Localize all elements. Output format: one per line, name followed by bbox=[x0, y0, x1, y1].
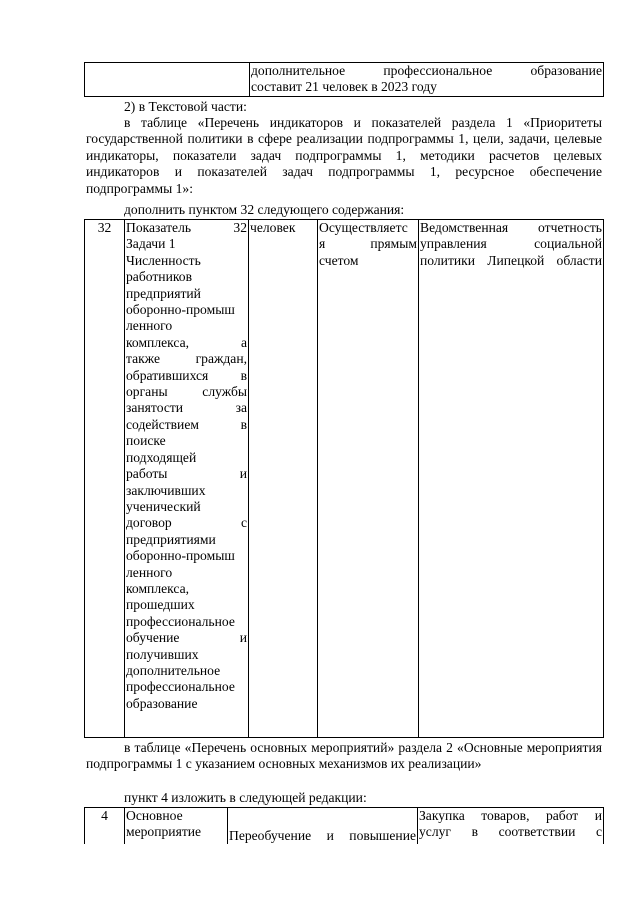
indicator-line: поиске bbox=[126, 433, 166, 449]
table-cell-text bbox=[250, 63, 604, 97]
indicator-line: также граждан, bbox=[126, 351, 247, 367]
name-line: Основное bbox=[126, 808, 183, 823]
indicator-line: Численность bbox=[126, 252, 201, 268]
indicator-line: оборонно-промыш bbox=[126, 548, 235, 564]
indicator-line: Показатель 32 bbox=[126, 220, 247, 235]
method-line: Осуществляетс bbox=[319, 220, 408, 235]
indicator-line: образование bbox=[126, 695, 198, 711]
item32-method bbox=[318, 220, 419, 738]
item4-name bbox=[125, 808, 228, 845]
content-line: Переобучение и повышение bbox=[229, 827, 416, 843]
source-line: Ведомственная отчетность bbox=[420, 220, 602, 235]
item4-content bbox=[228, 808, 418, 845]
indicator-line: оборонно-промыш bbox=[126, 302, 235, 318]
name-line: мероприятие bbox=[126, 824, 202, 840]
indicator-line: Задачи 1 bbox=[126, 236, 176, 252]
item4-table bbox=[84, 807, 604, 844]
indicator-line: занятости за bbox=[126, 400, 247, 416]
indicator-line: ленного bbox=[126, 564, 173, 580]
indicator-line: предприятий bbox=[126, 285, 201, 301]
top-row-line2: составит 21 человек в 2023 году bbox=[251, 79, 437, 95]
item32-source bbox=[419, 220, 604, 738]
indicator-line: работников bbox=[126, 269, 192, 285]
indicator-line: содействием в bbox=[126, 416, 247, 432]
indicator-line: работы и bbox=[126, 466, 247, 482]
table-row bbox=[85, 220, 604, 738]
text-part-heading: 2) в Текстовой части: bbox=[124, 99, 247, 114]
paragraph-1: в таблице «Перечень индикаторов и показателей раздела 1 «Приоритеты государственной политики в сфере реализации подпрограммы 1, цели, задачи, целевые индикаторы, показатели задач подпрограммы 1, методики расчетов целевых индикаторов и показателей задач подпрограммы 1, ресурсное обеспечение подпрограммы 1»: bbox=[86, 115, 602, 196]
source-line: управления социальной bbox=[420, 236, 602, 252]
indicator-line: заключивших bbox=[126, 482, 206, 498]
indicator-line: ленного bbox=[126, 318, 173, 334]
indicator-line: обучение и bbox=[126, 630, 247, 646]
table-row bbox=[85, 808, 604, 845]
indicator-line: ученический bbox=[126, 498, 201, 514]
item4-number: 4 bbox=[85, 808, 125, 845]
table-cell-empty bbox=[85, 63, 250, 97]
indicator-line: дополнительное bbox=[126, 662, 221, 678]
indicator-line: прошедших bbox=[126, 597, 195, 613]
indicator-line: подходящей bbox=[126, 449, 197, 465]
paragraph-4: пункт 4 изложить в следующей редакции: bbox=[124, 790, 367, 805]
indicator-line: профессиональное bbox=[126, 679, 235, 695]
indicator-line: получивших bbox=[126, 646, 199, 662]
top-row-line1: дополнительное профессиональное образование bbox=[251, 63, 602, 78]
indicator-line: органы службы bbox=[126, 384, 247, 400]
indicator-line: предприятиями bbox=[126, 531, 216, 547]
item32-indicator bbox=[125, 220, 249, 738]
item4-mechanism bbox=[418, 808, 604, 845]
mechanism-line: услуг в соответствии с bbox=[419, 824, 602, 840]
indicator-line: обратившихся в bbox=[126, 367, 247, 383]
indicator-line: профессиональное bbox=[126, 613, 235, 629]
item32-table bbox=[84, 219, 604, 738]
indicator-line: договор с bbox=[126, 515, 247, 531]
mechanism-line: Закупка товаров, работ и bbox=[419, 808, 602, 823]
source-line: политики Липецкой области bbox=[420, 252, 602, 268]
method-line: счетом bbox=[319, 252, 359, 268]
item32-unit: человек bbox=[249, 220, 318, 738]
item32-number: 32 bbox=[85, 220, 125, 738]
indicator-line: комплекса, а bbox=[126, 334, 247, 350]
top-table bbox=[84, 62, 604, 97]
table-row bbox=[85, 63, 604, 97]
method-line: я прямым bbox=[319, 236, 417, 252]
paragraph-2: дополнить пунктом 32 следующего содержания: bbox=[124, 202, 405, 217]
indicator-line: комплекса, bbox=[126, 580, 190, 596]
paragraph-3: в таблице «Перечень основных мероприятий» раздела 2 «Основные мероприятия подпрограммы 1 с указанием основных механизмов их реализации» bbox=[86, 740, 602, 772]
